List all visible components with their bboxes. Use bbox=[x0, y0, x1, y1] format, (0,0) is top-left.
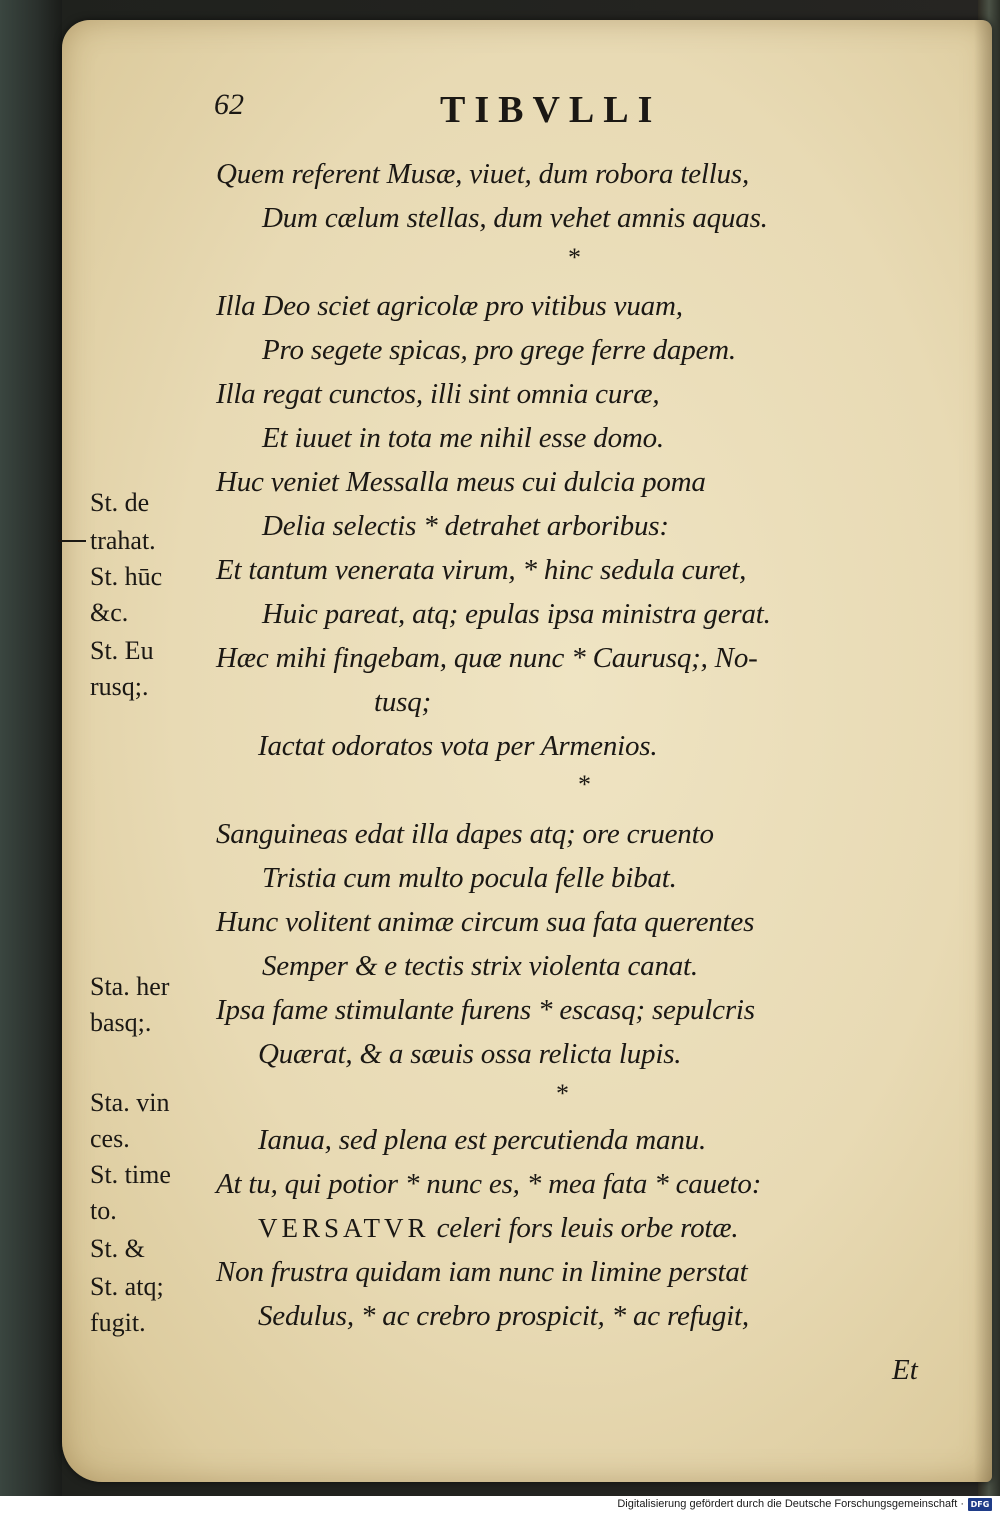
running-title: TIBVLLI bbox=[440, 89, 662, 131]
binding-edge-left bbox=[0, 0, 62, 1496]
verse-line: Ianua, sed plena est percutienda manu. bbox=[258, 1124, 706, 1156]
margin-dash bbox=[58, 540, 86, 542]
margin-note: St. Eu bbox=[90, 636, 154, 665]
verse-line: Quem referent Musæ, viuet, dum robora tellus, bbox=[216, 158, 750, 190]
verse-line: Dum cælum stellas, dum vehet amnis aquas. bbox=[262, 202, 768, 234]
verse-line: Ipsa fame stimulante furens * escasq; sepulcris bbox=[216, 994, 755, 1026]
margin-note: St. hūc bbox=[90, 562, 163, 591]
margin-note: St. de bbox=[90, 488, 150, 517]
verse-line: Huc veniet Messalla meus cui dulcia poma bbox=[216, 466, 706, 498]
running-head bbox=[0, 88, 1000, 131]
verse-line: Hæc mihi fingebam, quæ nunc * Caurusq;, No- bbox=[216, 642, 758, 674]
section-asterisk: * bbox=[578, 770, 591, 799]
funding-notice: Digitalisierung gefördert durch die Deutsche Forschungsgemeinschaft · bbox=[617, 1498, 964, 1510]
verse-line: Tristia cum multo pocula felle bibat. bbox=[262, 862, 677, 894]
verse-line: Quærat, & a sæuis ossa relicta lupis. bbox=[258, 1038, 682, 1070]
margin-note: basq;. bbox=[90, 1008, 152, 1037]
footer-bar bbox=[0, 1496, 1000, 1515]
margin-note: Sta. vin bbox=[90, 1088, 170, 1117]
section-asterisk: * bbox=[568, 243, 581, 272]
versatur-caps: VERSATVR bbox=[258, 1213, 430, 1243]
verse-line: Iactat odoratos vota per Armenios. bbox=[258, 730, 658, 762]
verse-line: Semper & e tectis strix violenta canat. bbox=[262, 950, 698, 982]
section-asterisk: * bbox=[556, 1079, 569, 1108]
margin-note: trahat. bbox=[90, 526, 156, 555]
verse-line: Hunc volitent animæ circum sua fata querentes bbox=[216, 906, 755, 938]
margin-note: ces. bbox=[90, 1124, 130, 1153]
verse-line: Huic pareat, atq; epulas ipsa ministra gerat. bbox=[262, 598, 771, 630]
verse-line: Et iuuet in tota me nihil esse domo. bbox=[262, 422, 664, 454]
verse-line: At tu, qui potior * nunc es, * mea fata * caueto: bbox=[216, 1168, 762, 1200]
catchword: Et bbox=[892, 1354, 918, 1386]
margin-note: St. time bbox=[90, 1160, 171, 1189]
verse-line: tusq; bbox=[374, 686, 432, 718]
margin-note: Sta. her bbox=[90, 972, 170, 1001]
versatur-rest: celeri fors leuis orbe rotæ. bbox=[436, 1212, 739, 1244]
margin-note: fugit. bbox=[90, 1308, 146, 1337]
page-number: 62 bbox=[214, 88, 244, 121]
dfg-logo-icon: DFG bbox=[968, 1498, 992, 1511]
margin-note: rusq;. bbox=[90, 672, 149, 701]
verse-line: Delia selectis * detrahet arboribus: bbox=[262, 510, 669, 542]
margin-note: to. bbox=[90, 1196, 117, 1225]
verse-line: Illa regat cunctos, illi sint omnia curæ, bbox=[216, 378, 660, 410]
verse-line: Sedulus, * ac crebro prospicit, * ac refugit, bbox=[258, 1300, 749, 1332]
verse-line: Pro segete spicas, pro grege ferre dapem. bbox=[262, 334, 736, 366]
verse-line-versatur bbox=[258, 1214, 738, 1243]
verse-line: Sanguineas edat illa dapes atq; ore cruento bbox=[216, 818, 714, 850]
margin-note: &c. bbox=[90, 598, 129, 627]
margin-note: St. & bbox=[90, 1234, 145, 1263]
margin-note: St. atq; bbox=[90, 1272, 164, 1301]
verse-line: Illa Deo sciet agricolæ pro vitibus vuam, bbox=[216, 290, 683, 322]
verse-line: Non frustra quidam iam nunc in limine perstat bbox=[216, 1256, 748, 1288]
verse-line: Et tantum venerata virum, * hinc sedula curet, bbox=[216, 554, 747, 586]
